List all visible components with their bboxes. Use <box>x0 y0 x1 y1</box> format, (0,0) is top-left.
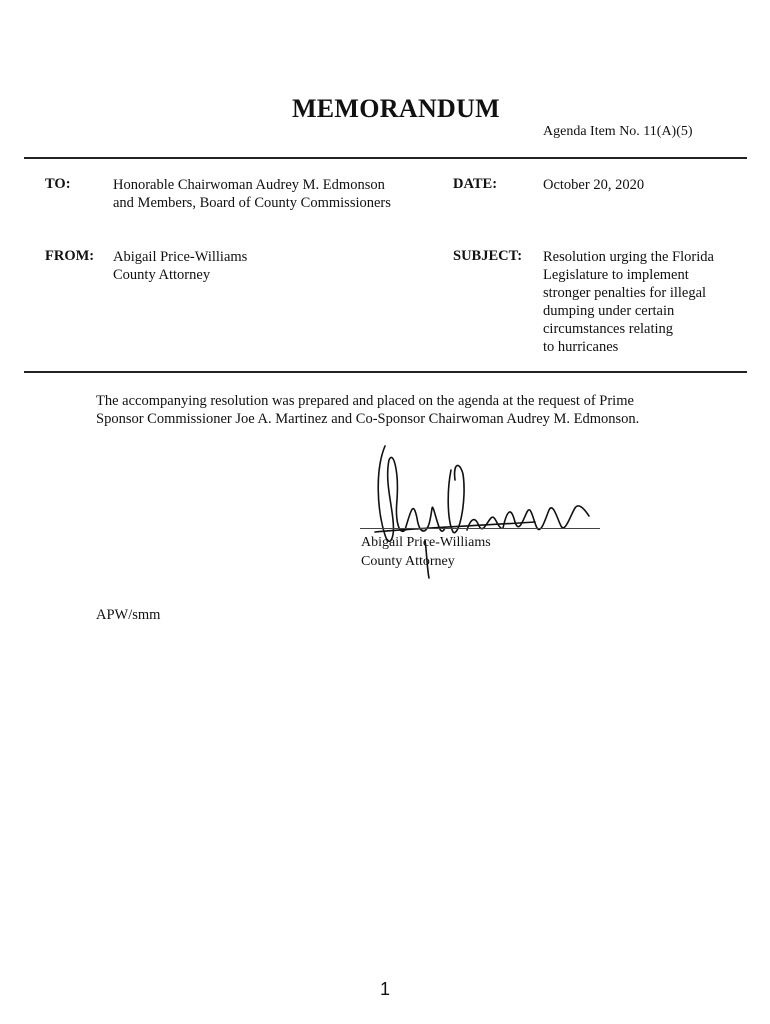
subject-line: stronger penalties for illegal <box>543 285 707 301</box>
top-divider <box>24 157 747 159</box>
body-paragraph <box>96 392 696 428</box>
subject-line: Resolution urging the Florida <box>543 249 714 265</box>
to-value <box>113 176 433 212</box>
body-line: The accompanying resolution was prepared and placed on the agenda at the request of Prime <box>96 393 634 409</box>
from-line: Abigail Price-Williams <box>113 249 248 265</box>
memo-title: MEMORANDUM <box>291 94 501 123</box>
page-number: 1 <box>379 979 390 999</box>
signer-role: County Attorney <box>361 554 455 569</box>
signature-line <box>360 528 600 529</box>
from-value <box>113 248 413 284</box>
date-value: October 20, 2020 <box>543 177 645 193</box>
to-label: TO: <box>45 176 71 192</box>
signature-block <box>361 533 491 571</box>
subject-value <box>543 248 753 356</box>
subject-label: SUBJECT: <box>453 248 523 264</box>
body-line: Sponsor Commissioner Joe A. Martinez and Co-Sponsor Chairwoman Audrey M. Edmonson. <box>96 411 640 427</box>
typist-initials: APW/smm <box>96 607 161 623</box>
to-line: Honorable Chairwoman Audrey M. Edmonson <box>113 177 385 193</box>
subject-line: to hurricanes <box>543 339 619 355</box>
from-label: FROM: <box>45 248 95 264</box>
subject-line: Legislature to implement <box>543 267 689 283</box>
agenda-item-number: Agenda Item No. 11(A)(5) <box>543 124 693 139</box>
signer-name: Abigail Price-Williams <box>361 535 491 550</box>
subject-line: dumping under certain <box>543 303 675 319</box>
to-line: and Members, Board of County Commissioners <box>113 195 391 211</box>
from-line: County Attorney <box>113 267 211 283</box>
bottom-divider <box>24 371 747 373</box>
subject-line: circumstances relating <box>543 321 674 337</box>
date-label: DATE: <box>453 176 498 192</box>
